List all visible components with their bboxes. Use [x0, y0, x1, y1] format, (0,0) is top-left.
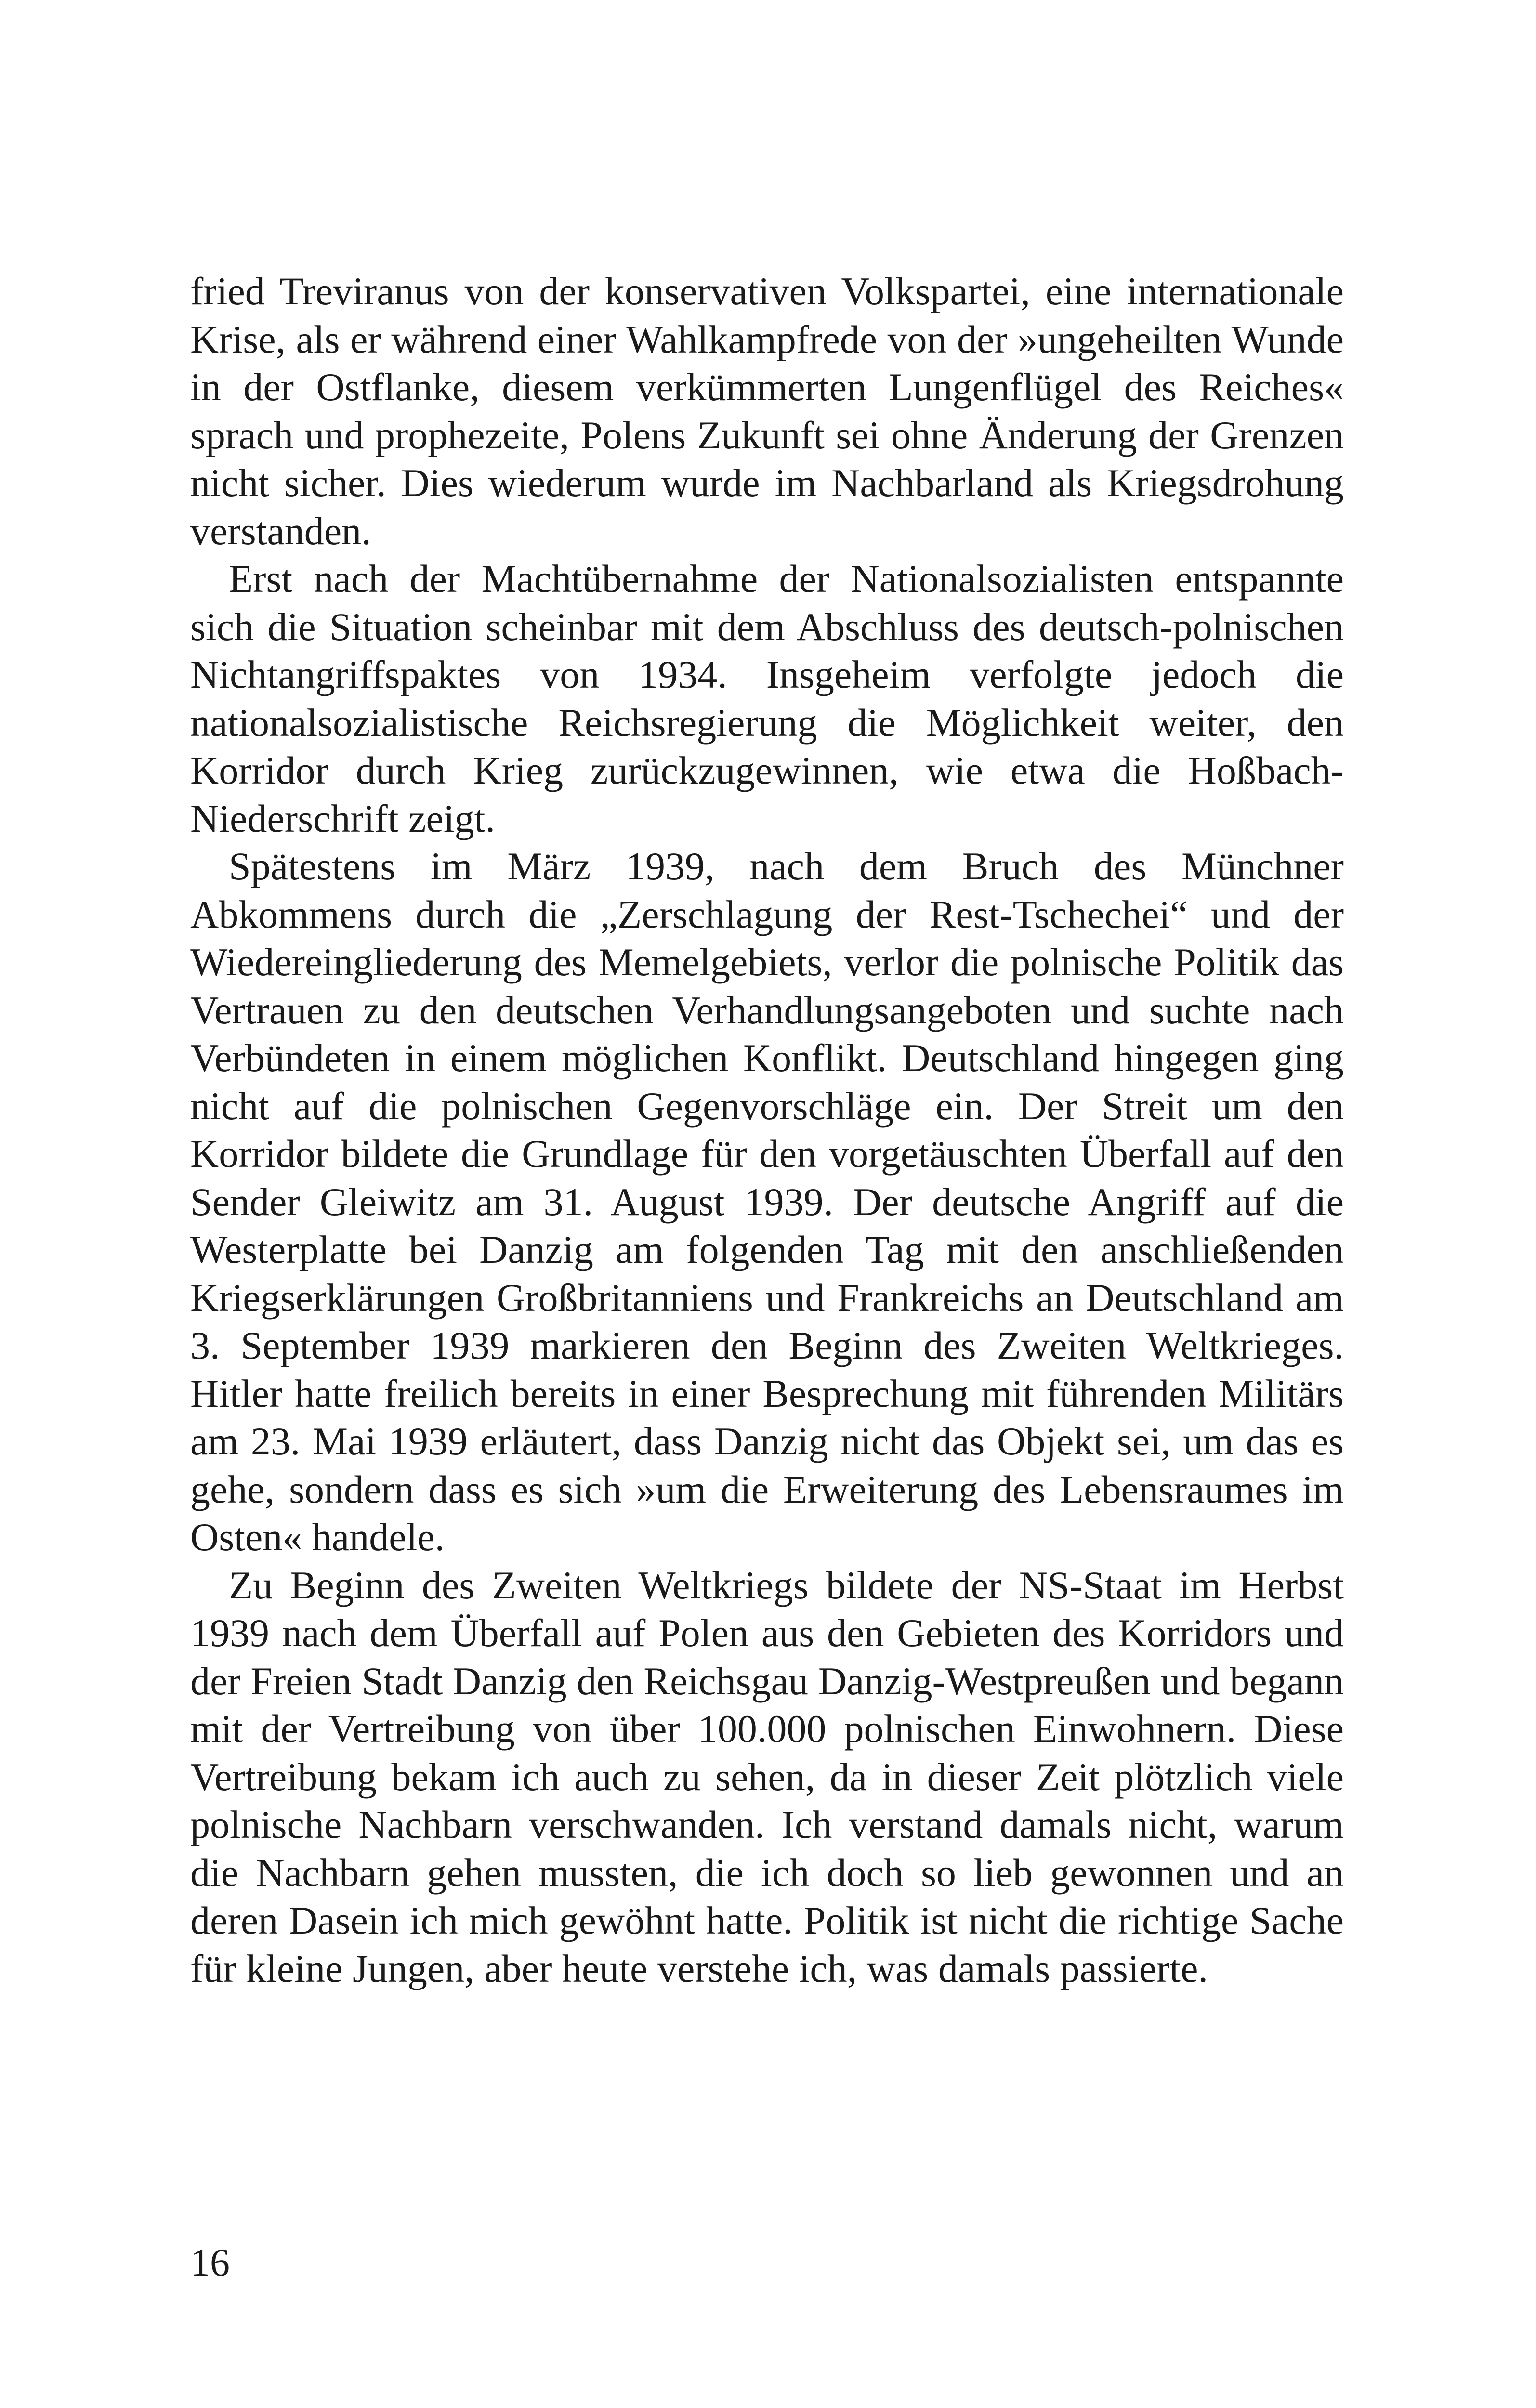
paragraph-4: Zu Beginn des Zweiten Weltkriegs bildete der NS-Staat im Herbst 1939 nach dem Überfall auf Polen aus den Gebieten des Korridors und der Freien Stadt Danzig den Reichsgau Danzig-Westpreußen und begann mit der Vertreibung von über 100.000 polnischen Einwohnern. Diese Vertreibung bekam ich auch zu sehen, da in dieser Zeit plötzlich viele polnische Nachbarn verschwanden. Ich verstand damals nicht, warum die Nachbarn gehen mussten, die ich doch so lieb gewonnen und an deren Dasein ich mich gewöhnt hatte. Politik ist nicht die richtige Sache für kleine Jungen, aber heute verstehe ich, was damals passierte. — [190, 1563, 1344, 1990]
paragraph-1: fried Treviranus von der konservativen Volkspartei, eine internationale Krise, als er während einer Wahlkampfrede von der »ungeheilten Wunde in der Ostflanke, diesem verkümmerten Lungenflügel des Reiches« sprach und prophezeite, Polens Zukunft sei ohne Änderung der Grenzen nicht sicher. Dies wiederum wurde im Nachbarland als Kriegsdrohung verstanden. — [190, 269, 1344, 553]
page-number: 16 — [190, 2240, 230, 2284]
paragraph-2: Erst nach der Machtübernahme der Nationalsozialisten entspannte sich die Situation scheinbar mit dem Abschluss des deutsch-polnischen Nichtangriffspaktes von 1934. Insgeheim verfolgte jedoch die nationalsozialistische Reichsregierung die Möglichkeit weiter, den Korridor durch Krieg zurückzugewinnen, wie etwa die Hoßbach-Niederschrift zeigt. — [190, 557, 1344, 840]
body-text — [190, 267, 1344, 1992]
paragraph-3: Spätestens im März 1939, nach dem Bruch des Münchner Abkommens durch die „Zerschlagung der Rest-Tschechei“ und der Wiedereingliederung des Memelgebiets, verlor die polnische Politik das Vertrauen zu den deutschen Verhandlungsangeboten und suchte nach Verbündeten in einem möglichen Konflikt. Deutschland hingegen ging nicht auf die polnischen Gegenvorschläge ein. Der Streit um den Korridor bildete die Grundlage für den vorgetäuschten Überfall auf den Sender Gleiwitz am 31. August 1939. Der deutsche Angriff auf die Westerplatte bei Danzig am folgenden Tag mit den anschließenden Kriegserklärungen Großbritanniens und Frankreichs an Deutschland am 3. September 1939 markieren den Beginn des Zweiten Weltkrieges. Hitler hatte freilich bereits in einer Besprechung mit führenden Militärs am 23. Mai 1939 erläutert, dass Danzig nicht das Objekt sei, um das es gehe, sondern dass es sich »um die Erweiterung des Lebensraumes im Osten« handele. — [190, 844, 1344, 1559]
